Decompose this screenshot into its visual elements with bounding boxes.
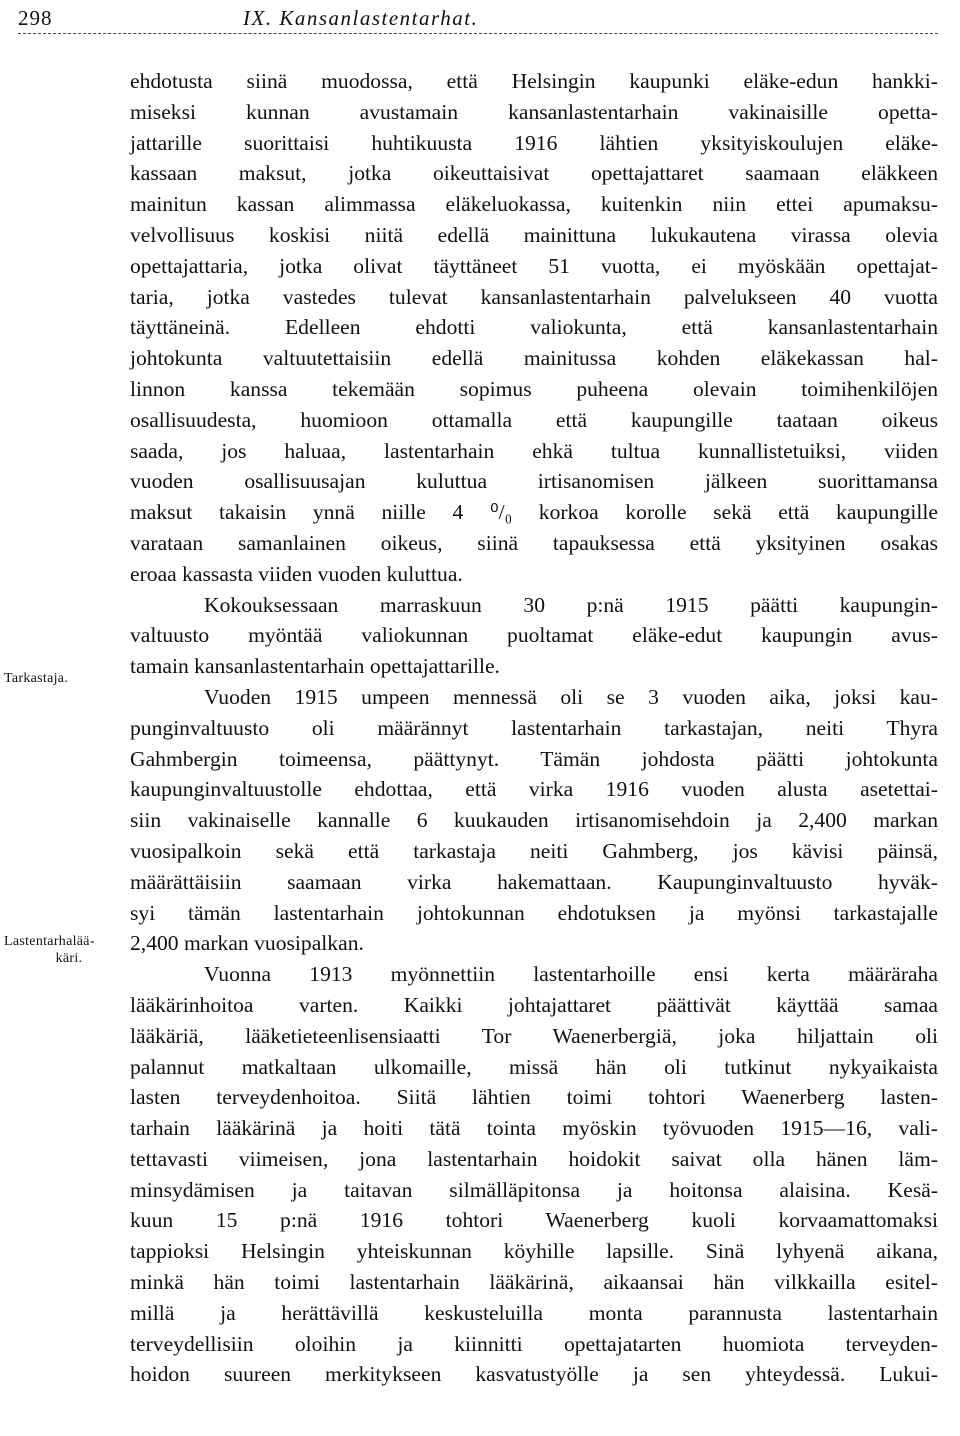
text-line: tarhain lääkärinä ja hoiti tätä tointa myöskin työvuoden 1915—16, vali- — [130, 1116, 938, 1141]
body-text — [130, 66, 938, 1390]
margin-note-lastentarhalaakari — [4, 933, 126, 967]
text-line: määrättäisiin saamaan virka hakemattaan. Kaupunginvaltuusto hyväk- — [130, 869, 938, 894]
text-line: millä ja herättävillä keskusteluilla monta parannusta lastentarhain — [130, 1300, 938, 1325]
running-head: IX. Kansanlastentarhat. — [243, 6, 479, 30]
text-line: tamain kansanlastentarhain opettajattarille. — [130, 654, 500, 679]
text-line: syi tämän lastentarhain johtokunnan ehdotuksen ja myönsi tarkastajalle — [130, 900, 938, 925]
text-line: varataan samanlainen oikeus, siinä tapauksessa että yksityinen osakas — [130, 530, 938, 555]
text-line: lasten terveydenhoitoa. Siitä lähtien toimi tohtori Waenerberg lasten- — [130, 1085, 938, 1110]
text-line: tettavasti viimeisen, jona lastentarhain hoidokit saivat olla hänen läm- — [130, 1146, 938, 1171]
text-line: minsydämisen ja taitavan silmälläpitonsa ja hoitonsa alaisina. Kesä- — [130, 1177, 938, 1202]
text-line: johtokunta valtuutettaisiin edellä mainitussa kohden eläkekassan hal- — [130, 346, 938, 371]
page-number: 298 — [18, 6, 53, 30]
page-header — [18, 2, 938, 32]
text-line: opettajattaria, jotka olivat täyttäneet 51 vuotta, ei myöskään opettajat- — [130, 253, 938, 278]
margin-note-line: Tarkastaja. — [4, 671, 69, 686]
margin-note-line: Lastentarhalää- — [4, 934, 95, 949]
text-line: jattarille suorittaisi huhtikuusta 1916 lähtien yksityiskoulujen eläke- — [130, 130, 938, 155]
text-line: 2,400 markan vuosipalkan. — [130, 931, 364, 956]
text-line: vuosipalkoin sekä että tarkastaja neiti Gahmberg, jos kävisi päinsä, — [130, 838, 938, 863]
text-line: täyttäneinä. Edelleen ehdotti valiokunta, että kansanlastentarhain — [130, 315, 938, 340]
text-line: miseksi kunnan avustamain kansanlastentarhain vakinaisille opetta- — [130, 99, 938, 124]
text-line: taria, jotka vastedes tulevat kansanlastentarhain palvelukseen 40 vuotta — [130, 284, 938, 309]
text-line: terveydellisiin oloihin ja kiinnitti opettajatarten huomiota terveyden- — [130, 1331, 938, 1356]
text-line: vuoden osallisuusajan kuluttua irtisanomisen jälkeen suorittamansa — [130, 469, 938, 494]
text-line: mainitun kassan alimmassa eläkeluokassa, kuitenkin niin ettei apumaksu- — [130, 192, 938, 217]
text-line: palannut matkaltaan ulkomaille, missä hän oli tutkinut nykyaikaista — [130, 1054, 938, 1079]
text-line: hoidon suureen merkitykseen kasvatustyölle ja sen yhteydessä. Lukui- — [130, 1362, 938, 1387]
text-line: tappioksi Helsingin yhteiskunnan köyhille lapsille. Sinä lyhyenä aikana, — [130, 1239, 938, 1264]
text-line: Gahmbergin toimeensa, päättynyt. Tämän johdosta päätti johtokunta — [130, 746, 938, 771]
text-line: kaupunginvaltuustolle ehdottaa, että virka 1916 vuoden alusta asetettai- — [130, 777, 938, 802]
text-line: saada, jos haluaa, lastentarhain ehkä tultua kunnallistetuiksi, viiden — [130, 438, 938, 463]
text-line: siin vakinaiselle kannalle 6 kuukauden irtisanomisehdoin ja 2,400 markan — [130, 808, 938, 833]
text-line: velvollisuus koskisi niitä edellä mainittuna lukukautena virassa olevia — [130, 222, 938, 247]
text-line: maksut takaisin ynnä niille 4 ⁰/₀ korkoa korolle sekä että kaupungille — [130, 500, 938, 525]
text-line: punginvaltuusto oli määrännyt lastentarhain tarkastajan, neiti Thyra — [130, 715, 938, 740]
margin-note-tarkastaja — [4, 670, 126, 687]
text-line: Vuoden 1915 umpeen mennessä oli se 3 vuoden aika, joksi kau- — [204, 684, 938, 709]
text-line: linnon kanssa tekemään sopimus puheena olevain toimihenkilöjen — [130, 376, 938, 401]
text-line: eroaa kassasta viiden vuoden kuluttua. — [130, 561, 463, 586]
text-line: kuun 15 p:nä 1916 tohtori Waenerberg kuoli korvaamattomaksi — [130, 1208, 938, 1233]
margin-note-line: käri. — [55, 951, 83, 966]
text-line: ehdotusta siinä muodossa, että Helsingin kaupunki eläke-edun hankki- — [130, 69, 938, 93]
text-line: Vuonna 1913 myönnettiin lastentarhoille ensi kerta määräraha — [204, 962, 938, 987]
text-line: minkä hän toimi lastentarhain lääkärinä, aikaansai hän vilkkailla esitel- — [130, 1270, 938, 1295]
text-line: valtuusto myöntää valiokunnan puoltamat eläke-edut kaupungin avus- — [130, 623, 938, 648]
text-line: lääkärinhoitoa varten. Kaikki johtajattaret päättivät käyttää samaa — [130, 992, 938, 1017]
header-rule — [18, 33, 938, 34]
text-line: kassaan maksut, jotka oikeuttaisivat opettajattaret saamaan eläkkeen — [130, 161, 938, 186]
text-line: osallisuudesta, huomioon ottamalla että kaupungille taataan oikeus — [130, 407, 938, 432]
text-line: lääkäriä, lääketieteenlisensiaatti Tor Waenerbergiä, joka hiljattain oli — [130, 1023, 938, 1048]
text-line: Kokouksessaan marraskuun 30 p:nä 1915 päätti kaupungin- — [204, 592, 938, 617]
